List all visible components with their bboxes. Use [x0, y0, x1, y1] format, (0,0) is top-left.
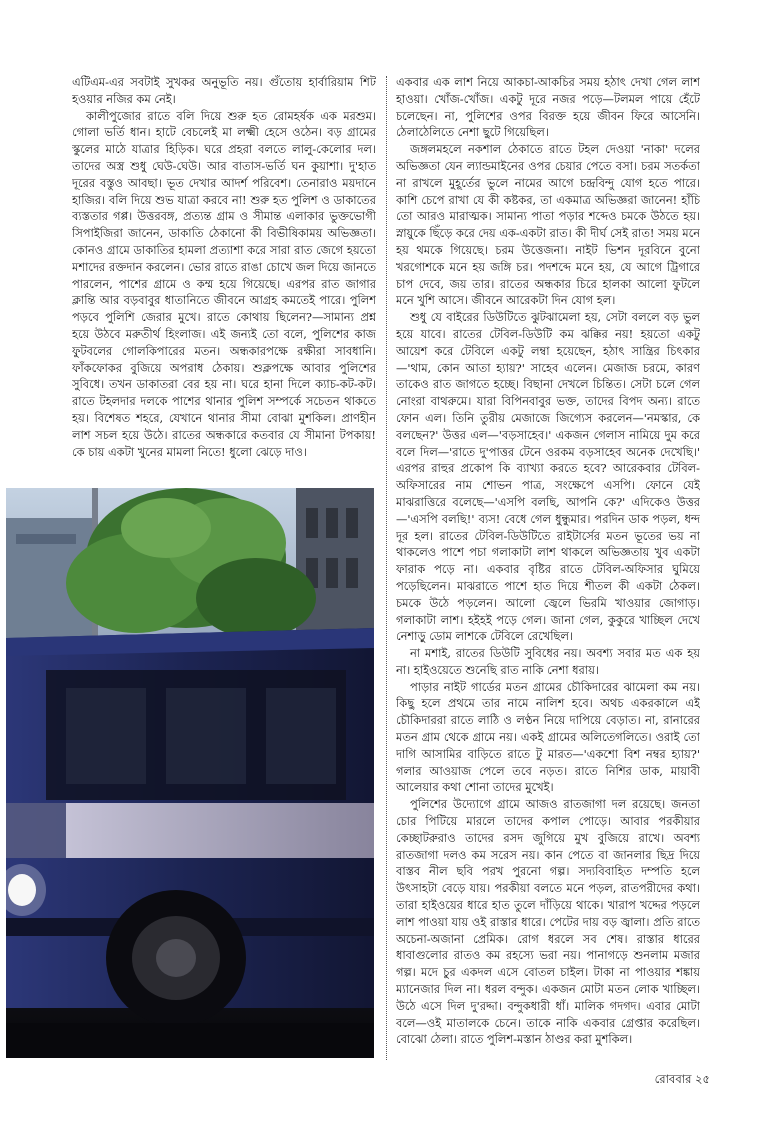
- right-paragraph-1: একবার এক লাশ নিয়ে আকচা-আকচির সময় হঠাৎ দেখা গেল লাশ হাওয়া। খোঁজ-খোঁজ। একটু দূরে নজর পড়ে—টলমল পায়ে হেঁটে চলেছেন। না, পুলিশের ওপর বিরক্ত হয়ে জীবন ফিরে আসেনি। ঠেলাঠেলিতে নেশা ছুটে গিয়েছিল।: [396, 75, 700, 140]
- left-paragraph-1: এটিএম-এর সবটাই সুখকর অনুভূতি নয়। গুঁতোয় হার্বারিয়াম শিট হওয়ার নজির কম নেই।: [72, 75, 376, 106]
- right-paragraph-3: শুধু যে বাইরের ডিউটিতে ঝুটঝামেলা হয়, সেটা বললে বড় ভুল হয়ে যাবে। রাতের টেবিল-ডিউটি কম ঝক্কির নয়! হয়তো একটু আয়েশ করে টেবিলে একটু লম্বা হয়েছেন, হঠাৎ সান্ত্রির চিৎকার—'থাম, কোন আতা হ্যায়?' সাহেব এলেন। মেজাজ চরমে, কারণ তাকেও রাত জাগতে হচ্ছে। বিছানা দেখলে চিন্তিত। সেটা চলে গেল নোংরা বাথরুমে। যারা বিপিনবাবুর ভক্ত, তাদের বিপদ অন্য। রাতে ফোন এল। তিনি তুরীয় মেজাজে জিগ্যেস করলেন—'নমস্কার, কে বলছেন?' উত্তর এল—'বড়সাহেব।' একজন গেলাস নামিয়ে দুম করে বলে দিল—'রাতে দু'পাত্তর টেনে ওরকম বড়সাহেব অনেক দেখেছি।' এরপর রাহুর প্রকোপ কি ব্যাখ্যা করতে হবে? আরেকবার টেবিল-অফিসারের নাম শোভন পাত্র, সংক্ষেপে এসপি। ফোনে যেই মাঝরাত্তিরে বলেছে—'এসপি বলছি, আপনি কে?' এদিকেও উত্তর—'এসপি বলছি!' ব্যস! বেধে গেল ধুন্ধুমার। পরদিন ডাক পড়ল, ধন্দ দূর হল। রাতের টেবিল-ডিউটিতে রাইটার্সের মতন ভূতের ভয় না থাকলেও পাশে পচা গলাকাটা লাশ থাকলে অভিজ্ঞতায় খুব একটা ফারাক পড়ে না। একবার বৃষ্টির রাতে টেবিল-অফিসার ঘুমিয়ে পড়েছিলেন। মাঝরাতে পাশে হাত দিয়ে শীতল কী একটা ঠেকল। চমকে উঠে পড়লেন। আলো জ্বেলে ভিরমি খাওয়ার জোগাড়। গলাকাটা লাশ। হইহই পড়ে গেল। জানা গেল, কুকুরে খাচ্ছিল দেখে নেশাড়ু ডোম লাশকে টেবিলে রেখেছিল।: [396, 310, 700, 644]
- bus-wheel: [106, 890, 246, 1026]
- left-paragraph-2: কালীপুজোর রাতে বলি দিয়ে শুরু হত রোমহর্ষক এক মরশুম। গোলা ভর্তি ধান। হাটে বেচলেই মা লক্ষ্মী হেসে ওঠেন। বড় গ্রামের স্কুলের মাঠে যাত্রার হিড়িক। ঘরে প্রহরা বলতে লালু-কেলোর দল। তাদের অস্ত্র শুধু ঘেউ-ঘেউ। আর বাতাস-ভর্তি ঘন কুয়াশা। দু'হাত দূরের বস্তুও আবছা। ভূত দেখার আদর্শ পরিবেশ। তেনারাও ময়দানে হাজির। বলি দিয়ে শুভ যাত্রা করবে না! শুরু হত পুলিশ ও ডাকাতের ব্যস্ততার গপ্প। উত্তরবঙ্গ, প্রত্যন্ত গ্রাম ও সীমান্ত এলাকার ভুক্তভোগী সিপাইজিরা জানেন, ডাকাতি ঠেকানো কী বিভীষিকাময় অভিজ্ঞতা। কোনও গ্রামে ডাকাতির হামলা প্রত্যাশা করে সারা রাত জেগে হয়তো মশাদের রক্তদান করলেন। ভোর রাতে রাঙা চোখে জল দিয়ে জানতে পারলেন, পাশের গ্রামে ও কম্ম হয়ে গিয়েছে। এরপর রাত জাগার ক্লান্তি আর বড়বাবুর ধাতানিতে জীবনে আগ্রহ কমতেই পারে। পুলিশ পড়বে পুলিশি জেরার মুখে। রাতে কোথায় ছিলেন?—সামান্য প্রশ্ন হয়ে উঠবে মরুতীর্থ হিংলাজ। এই জন্যই তো বলে, পুলিশের কাজ ফুটবলের গোলকিপারের মতন। অন্ধকারপক্ষে রক্ষীরা সাবধানি। ফাঁকফোকর বুজিয়ে অপরাধ ঠেকায়। শুক্লপক্ষে আবার পুলিশের সুবিধে। তখন ডাকাতরা বের হয় না। ঘরে হানা দিলে ক্যাচ-কট-কট। রাতে টহলদার দলকে পাশের থানার পুলিশ সম্পর্কে সচেতন থাকতে হয়। বিশেষত শহরে, যেখানে থানার সীমা বোঝা মুশকিল। প্রাণহীন লাশ সচল হয়ে উঠে। রাতের অন্ধকারে কতবার যে সীমানা টপকায়! কে চায় একটা খুনের মামলা নিতে! ধুলো ঝেড়ে দাও।: [72, 108, 376, 459]
- right-paragraph-6: পুলিশের উদ্যোগে গ্রামে আজও রাতজাগা দল রয়েছে। জনতা চোর পিটিয়ে মারলে তাদের কপাল পোড়ে। আবার পরকীয়ার কেচ্ছাটরুরাও তাদের রসদ জুগিয়ে মুখ বুজিয়ে রাখে। অবশ্য রাতজাগা দলও কম সরেস নয়। কান পেতে বা জানলার ছিদ্র দিয়ে বাস্তব নীল ছবি পরখ পুরনো গল্প। সদ্যবিবাহিত দম্পতি হলে উৎসাহটা বেড়ে যায়। পরকীয়া বলতে মনে পড়ল, রাতপরীদের কথা। তারা হাইওয়ের ধারে হাত তুলে দাঁড়িয়ে থাকে। খারাপ খদ্দের পড়লে লাশ পাওয়া যায় ওই রাস্তার ধারে। পেটের দায় বড় জ্বালা। প্রতি রাতে অচেনা-অজানা প্রেমিক। রোগ ধরলে সব শেষ। রাস্তার ধারের ধাবাগুলোর রাতও কম রহস্যে ভরা নয়। পানাগড়ে শুনলাম মজার গল্প। মদে চুর একদল এসে বোতল চাইল। টাকা না পাওয়ার শঙ্কায় ম্যানেজার দিল না। ধরল বন্দুক। একজন মোটা মতন লোক খাচ্ছিল। উঠে এসে দিল দু'রদ্দা। বন্দুকধারী ধাঁ। মালিক গদগদ। এবার মোটা বলে—ওই মাতালকে চেনে। তাকে নাকি একবার গ্রেপ্তার করেছিল। বোঝো ঠেলা। রাতে পুলিশ-মস্তান ঠাণ্ডর করা মুশকিল।: [396, 797, 700, 1047]
- right-paragraph-4: না মশাই, রাতের ডিউটি সুবিধের নয়। অবশ্য সবার মত এক হয় না। হাইওয়েতে শুনেছি রাত নাকি নেশা ধরায়।: [396, 646, 700, 677]
- right-paragraph-2: জঙ্গলমহলে নকশাল ঠেকাতে রাতে টহল দেওয়া 'নাকা' দলের অভিজ্ঞতা যেন ল্যান্ডমাইনের ওপর চেয়ার পেতে বসা। চরম সতর্কতা না রাখলে মুহূর্তের ভুলে নামের আগে চন্দ্রবিন্দু যোগ হতে পারে। কাশি চেপে রাখা যে কী কষ্টকর, তা একমাত্র অভিজ্ঞরা জানেন! হাঁচি তো আরও মারাত্মক। সামান্য পাতা পড়ার শব্দেও চমকে উঠতে হয়। স্নায়ুকে ছিঁড়ে করে দেয় এক-একটা রাত। কী দীর্ঘ সেই রাত! সময় মনে হয় থমকে গিয়েছে। চরম উত্তেজনা। নাইট ভিশন দূরবিনে বুনো খরগোশকে মনে হয় জঙ্গি চর। পদশব্দে মনে হয়, যে আগে ট্রিগারে চাপ দেবে, জয় তার। রাতের অন্ধকার চিরে হালকা আলো ফুটলে মনে খুশি আসে। জীবনে আরেকটা দিন যোগ হল।: [396, 142, 700, 308]
- left-column-text: [72, 74, 376, 482]
- right-column-text: [396, 74, 700, 1074]
- column-divider: [386, 76, 387, 1060]
- page-footer: রোববার ২৫: [654, 1072, 710, 1086]
- bus-stripe: [66, 803, 374, 858]
- night-street-bus-photo: [6, 488, 374, 1058]
- right-paragraph-5: পাড়ার নাইট গার্ডের মতন গ্রামের চৌকিদারের ঝামেলা কম নয়। কিছু হলে প্রথমে তার নামে নালিশ হবে। অথচ একরকালে এই চৌকিদাররা রাতে লাঠি ও লণ্ঠন নিয়ে দাপিয়ে বেড়াত। না, রানারের মতন গ্রাম থেকে গ্রামে নয়। একই গ্রামের অলিতেগলিতে। ওরাই তো দাগি আসামির বাড়িতে রাতে টু মারত—'একশো বিশ নম্বর হ্যায়?' গলার আওয়াজ পেলে তবে নড়ত। রাতে নিশির ডাক, মায়াবী আলেয়ার কথা শোনা তাদের মুখেই।: [396, 679, 700, 795]
